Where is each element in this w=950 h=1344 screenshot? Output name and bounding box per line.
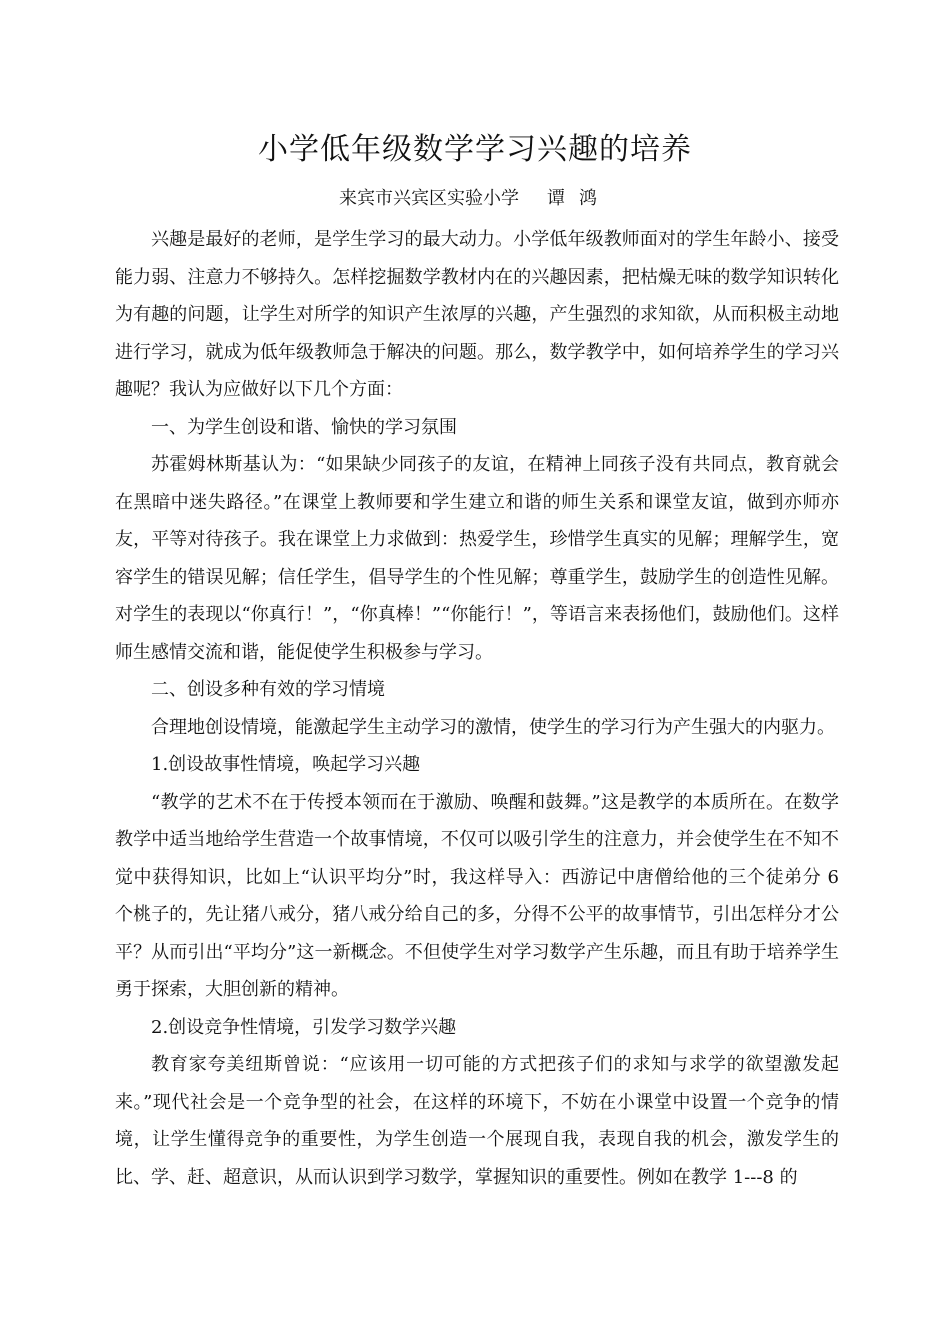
- author-school: 来宾市兴宾区实验小学: [339, 188, 519, 209]
- section-heading-2: 二、创设多种有效的学习情境: [151, 679, 385, 700]
- document-body: [115, 221, 839, 1196]
- paragraph: 合理地创设情境，能激起学生主动学习的激情，使学生的学习行为产生强大的内驱力。: [151, 716, 835, 738]
- subsection-heading-2: 2.创设竞争性情境，引发学习数学兴趣: [151, 1016, 457, 1038]
- paragraph: 教育家夸美纽斯曾说：“应该用一切可能的方式把孩子们的求知与求学的欲望激发起来。”现代社会是一个竞争型的社会，在这样的环境下，不妨在小课堂中设置一个竞争的情境，让学生懂得竞争的重要性，为学生创造一个展现自我，表现自我的机会，激发学生的比、学、赶、超意识，从而认识到学习数学，掌握知识的重要性。例如在教学 1---8 的: [115, 1054, 839, 1188]
- paragraph-intro: 兴趣是最好的老师，是学生学习的最大动力。小学低年级教师面对的学生年龄小、接受能力弱、注意力不够持久。怎样挖掘数学教材内在的兴趣因素，把枯燥无味的数学知识转化为有趣的问题，让学生对所学的知识产生浓厚的兴趣，产生强烈的求知欲，从而积极主动地进行学习，就成为低年级教师急于解决的问题。那么，数学教学中，如何培养学生的学习兴趣呢？我认为应做好以下几个方面：: [115, 229, 839, 400]
- subsection-heading-1: 1.创设故事性情境，唤起学习兴趣: [151, 754, 421, 775]
- author-name: 谭鸿: [547, 188, 611, 209]
- author-line: [0, 186, 950, 212]
- section-heading-1: 一、为学生创设和谐、愉快的学习氛围: [151, 416, 457, 438]
- paragraph: “教学的艺术不在于传授本领而在于激励、唤醒和鼓舞。”这是教学的本质所在。在数学教学中适当地给学生营造一个故事情境，不仅可以吸引学生的注意力，并会使学生在不知不觉中获得知识，比如上“认识平均分”时，我这样导入：西游记中唐僧给他的三个徒弟分 6 个桃子的，先让猪八戒分，猪八戒分给自己的多，分得不公平的故事情节，引出怎样分才公平？从而引出“平均分”这一新概念。不但使学生对学习数学产生乐趣，而且有助于培养学生勇于探索，大胆创新的精神。: [115, 791, 839, 1000]
- paragraph: 苏霍姆林斯基认为：“如果缺少同孩子的友谊，在精神上同孩子没有共同点，教育就会在黑暗中迷失路径。”在课堂上教师要和学生建立和谐的师生关系和课堂友谊，做到亦师亦友，平等对待孩子。我在课堂上力求做到：热爱学生，珍惜学生真实的见解；理解学生，宽容学生的错误见解；信任学生，倡导学生的个性见解；尊重学生，鼓励学生的创造性见解。对学生的表现以“你真行！”，“你真棒！”“你能行！”，等语言来表扬他们，鼓励他们。这样师生感情交流和谐，能促使学生积极参与学习。: [115, 454, 839, 663]
- document-title: 小学低年级数学学习兴趣的培养: [258, 132, 692, 167]
